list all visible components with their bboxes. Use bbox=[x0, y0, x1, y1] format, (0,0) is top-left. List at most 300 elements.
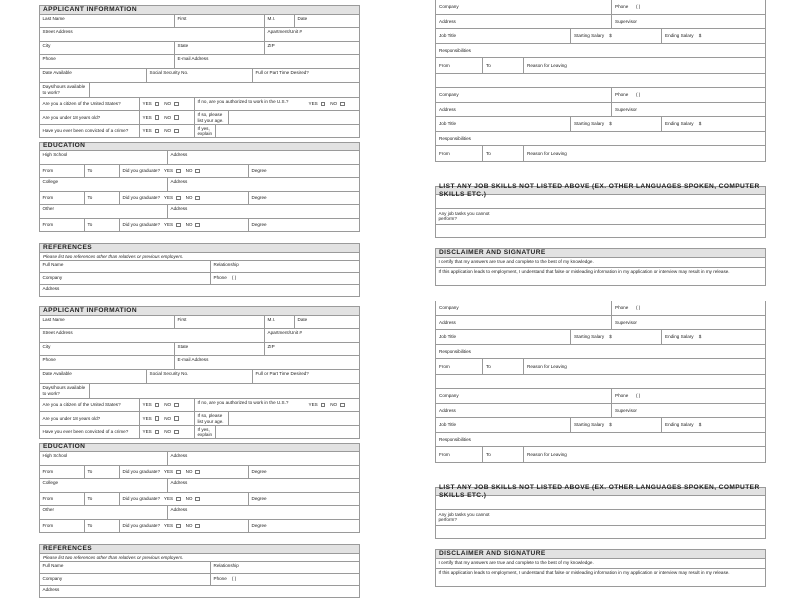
full-part-time-field[interactable] bbox=[253, 69, 359, 83]
apartment-field[interactable] bbox=[265, 329, 359, 342]
phone-field[interactable] bbox=[612, 301, 765, 315]
tasks-question bbox=[436, 209, 496, 224]
reference-company-row bbox=[39, 273, 360, 285]
ending-salary-field[interactable] bbox=[662, 418, 765, 432]
yes-label: YES bbox=[163, 195, 174, 201]
field-label: Job Title bbox=[439, 422, 457, 428]
field-label: Social Security No. bbox=[149, 370, 189, 376]
yes-label: YES bbox=[142, 415, 152, 421]
no-label: NO bbox=[164, 402, 172, 408]
degree-field[interactable] bbox=[248, 493, 359, 506]
field-label: First bbox=[177, 316, 187, 322]
from-field[interactable] bbox=[40, 165, 85, 178]
yes-checkbox[interactable] bbox=[176, 169, 181, 174]
field-label: Street Address bbox=[42, 29, 73, 35]
field-label: Address bbox=[170, 152, 188, 158]
question-label: Have you ever been convicted of a crime? bbox=[42, 128, 129, 134]
authorized-options bbox=[306, 399, 359, 412]
question-label: Are you a citizen of the United States? bbox=[42, 402, 121, 408]
field-label: Responsibilities bbox=[439, 436, 471, 442]
field-label: Relationship bbox=[213, 261, 239, 267]
from-field[interactable] bbox=[436, 359, 483, 374]
ending-salary-field[interactable] bbox=[662, 330, 765, 344]
dollar-sign: $ bbox=[698, 33, 702, 39]
responsibilities-field[interactable] bbox=[436, 132, 765, 146]
school-address-field[interactable] bbox=[168, 506, 359, 519]
to-field[interactable] bbox=[85, 493, 120, 506]
field-label: Address bbox=[170, 453, 188, 459]
degree-field[interactable] bbox=[248, 466, 359, 479]
field-label: First bbox=[177, 15, 187, 21]
field-label: Phone bbox=[42, 357, 56, 363]
field-label: Degree bbox=[251, 195, 267, 201]
field-label: Relationship bbox=[213, 562, 239, 568]
yes-checkbox[interactable] bbox=[155, 115, 160, 120]
name-row bbox=[39, 15, 360, 29]
field-label: Street Address bbox=[42, 330, 73, 336]
availability-row bbox=[39, 69, 360, 84]
field-label: City bbox=[42, 42, 51, 48]
company-field[interactable] bbox=[436, 301, 612, 315]
field-label: Days/hours available to work? bbox=[42, 84, 86, 95]
phone-field[interactable] bbox=[211, 273, 359, 284]
section-title: EDUCATION bbox=[43, 142, 86, 150]
to-field[interactable] bbox=[483, 359, 524, 374]
tasks-field[interactable] bbox=[496, 510, 765, 525]
field-label: Full Name bbox=[42, 261, 64, 267]
yes-label: YES bbox=[142, 402, 152, 408]
under18-row bbox=[39, 111, 360, 125]
days-hours-field[interactable] bbox=[90, 83, 359, 97]
yes-checkbox[interactable] bbox=[155, 102, 160, 107]
phone-field[interactable] bbox=[211, 574, 359, 585]
phone-field[interactable] bbox=[612, 88, 765, 102]
phone-field[interactable] bbox=[40, 356, 175, 369]
to-field[interactable] bbox=[85, 165, 120, 178]
yes-label: YES bbox=[142, 128, 152, 134]
supervisor-field[interactable] bbox=[612, 15, 765, 29]
yes-checkbox[interactable] bbox=[176, 470, 181, 475]
days-hours-label bbox=[40, 83, 90, 97]
citizen-options bbox=[140, 399, 194, 412]
college-field[interactable] bbox=[40, 178, 168, 191]
yes-checkbox[interactable] bbox=[176, 497, 181, 502]
school-dates-row bbox=[39, 165, 360, 179]
to-field[interactable] bbox=[85, 466, 120, 479]
no-checkbox[interactable] bbox=[340, 403, 345, 408]
starting-salary-field[interactable] bbox=[571, 117, 662, 131]
field-label: Responsibilities bbox=[439, 47, 471, 53]
middle-initial-field[interactable] bbox=[265, 15, 295, 28]
question-label: Did you graduate? bbox=[122, 195, 161, 201]
full-name-field[interactable] bbox=[40, 562, 211, 573]
citizen-row bbox=[39, 399, 360, 413]
dollar-sign: $ bbox=[609, 121, 612, 127]
section-title: DISCLAIMER AND SIGNATURE bbox=[439, 249, 546, 257]
authorized-question bbox=[194, 98, 306, 111]
yes-checkbox[interactable] bbox=[176, 223, 181, 228]
address-field[interactable] bbox=[40, 285, 359, 296]
field-label: Job Title bbox=[439, 334, 457, 340]
city-field[interactable] bbox=[40, 42, 175, 55]
degree-field[interactable] bbox=[248, 520, 359, 533]
responsibilities-field[interactable] bbox=[436, 44, 765, 58]
field-label: Address bbox=[439, 18, 456, 24]
from-field[interactable] bbox=[40, 192, 85, 205]
field-label: Date bbox=[297, 15, 308, 21]
supervisor-field[interactable] bbox=[612, 103, 765, 117]
dollar-sign: $ bbox=[609, 33, 612, 39]
last-name-field[interactable] bbox=[40, 316, 175, 329]
no-checkbox[interactable] bbox=[340, 102, 345, 107]
tasks-extra-field[interactable] bbox=[435, 526, 766, 539]
field-label: ZIP bbox=[267, 343, 275, 349]
yes-label: YES bbox=[163, 222, 174, 228]
field-label: From bbox=[42, 168, 54, 174]
to-field[interactable] bbox=[483, 146, 524, 161]
field-label: Supervisor bbox=[615, 18, 637, 24]
employer-block bbox=[435, 88, 766, 162]
tasks-field[interactable] bbox=[496, 209, 765, 224]
reason-for-leaving-field[interactable] bbox=[524, 58, 765, 73]
degree-field[interactable] bbox=[248, 192, 359, 205]
phone-parens: ( ) bbox=[635, 92, 641, 98]
under18-followup bbox=[194, 412, 229, 425]
starting-salary-field[interactable] bbox=[571, 29, 662, 43]
street-address-field[interactable] bbox=[40, 28, 265, 41]
employer-address-row bbox=[436, 15, 765, 30]
explain-field[interactable] bbox=[216, 426, 359, 439]
field-label: M.I. bbox=[267, 316, 276, 322]
question-label: If so, please list your age. bbox=[197, 413, 224, 424]
field-label: Date Available bbox=[42, 370, 72, 376]
question-label: Did you graduate? bbox=[122, 523, 161, 529]
field-label: Address bbox=[170, 206, 188, 212]
graduate-options bbox=[120, 219, 248, 232]
field-label: Date bbox=[297, 316, 308, 322]
date-field[interactable] bbox=[295, 316, 359, 329]
employer-address-row bbox=[436, 103, 765, 118]
other-school-field[interactable] bbox=[40, 205, 168, 218]
yes-label: YES bbox=[163, 496, 174, 502]
supervisor-field[interactable] bbox=[612, 404, 765, 418]
question-label: Are you under 18 years old? bbox=[42, 114, 101, 120]
no-checkbox[interactable] bbox=[195, 524, 200, 529]
field-label: Apartment/Unit # bbox=[267, 29, 302, 35]
graduate-options bbox=[120, 520, 248, 533]
employer-responsibilities-row bbox=[436, 345, 765, 360]
no-label: NO bbox=[185, 222, 193, 228]
full-name-field[interactable] bbox=[40, 261, 211, 272]
phone-field[interactable] bbox=[612, 389, 765, 403]
zip-field[interactable] bbox=[265, 343, 359, 356]
responsibilities-field[interactable] bbox=[436, 433, 765, 447]
reason-for-leaving-field[interactable] bbox=[524, 146, 765, 161]
company-field[interactable] bbox=[40, 273, 211, 284]
field-label: Phone bbox=[615, 393, 629, 399]
no-label: NO bbox=[185, 168, 193, 174]
job-title-field[interactable] bbox=[436, 29, 571, 43]
field-label: Full Name bbox=[42, 562, 64, 568]
authorized-question bbox=[194, 399, 306, 412]
apartment-field[interactable] bbox=[265, 28, 359, 41]
job-title-field[interactable] bbox=[436, 330, 571, 344]
yes-checkbox[interactable] bbox=[321, 102, 326, 107]
state-field[interactable] bbox=[175, 42, 265, 55]
employer-address-row bbox=[436, 316, 765, 331]
state-field[interactable] bbox=[175, 343, 265, 356]
employer-company-row bbox=[436, 301, 765, 316]
name-row bbox=[39, 316, 360, 330]
field-label: Starting Salary bbox=[574, 121, 605, 127]
right-column bbox=[435, 301, 766, 587]
field-label: Address bbox=[170, 480, 188, 486]
ending-salary-field[interactable] bbox=[662, 117, 765, 131]
question-label: If yes, explain bbox=[197, 426, 213, 438]
from-field[interactable] bbox=[40, 493, 85, 506]
field-label: Address bbox=[439, 106, 456, 112]
yes-checkbox[interactable] bbox=[155, 430, 160, 435]
field-label: Phone bbox=[213, 275, 227, 281]
field-label: Reason for Leaving bbox=[527, 364, 567, 370]
to-field[interactable] bbox=[483, 58, 524, 73]
education-section-header bbox=[39, 142, 360, 152]
question-label: Have you ever been convicted of a crime? bbox=[42, 429, 129, 435]
yes-checkbox[interactable] bbox=[321, 403, 326, 408]
field-label: Ending Salary bbox=[665, 334, 694, 340]
supervisor-field[interactable] bbox=[612, 316, 765, 330]
degree-field[interactable] bbox=[248, 219, 359, 232]
note-text: Please list two references other than relatives or previous employers. bbox=[43, 253, 184, 259]
school-dates-row bbox=[39, 520, 360, 534]
no-checkbox[interactable] bbox=[195, 470, 200, 475]
relationship-field[interactable] bbox=[211, 562, 359, 573]
address-field[interactable] bbox=[436, 316, 612, 330]
from-field[interactable] bbox=[40, 520, 85, 533]
graduate-options bbox=[120, 493, 248, 506]
no-label: NO bbox=[164, 128, 172, 134]
full-part-time-field[interactable] bbox=[253, 370, 359, 384]
date-field[interactable] bbox=[295, 15, 359, 28]
disclaimer-line-1 bbox=[435, 559, 766, 569]
no-label: NO bbox=[185, 496, 193, 502]
email-field[interactable] bbox=[175, 356, 359, 369]
to-field[interactable] bbox=[483, 447, 524, 462]
employer-responsibilities-row bbox=[436, 132, 765, 147]
school-address-field[interactable] bbox=[168, 178, 359, 191]
no-checkbox[interactable] bbox=[174, 102, 179, 107]
field-label: From bbox=[439, 63, 450, 69]
employer-company-row bbox=[436, 88, 765, 103]
other-school-row bbox=[39, 205, 360, 219]
no-checkbox[interactable] bbox=[195, 196, 200, 201]
employer-block bbox=[435, 0, 766, 74]
company-field[interactable] bbox=[436, 88, 612, 102]
no-checkbox[interactable] bbox=[174, 129, 179, 134]
under18-question bbox=[40, 111, 140, 124]
section-title: REFERENCES bbox=[43, 243, 93, 251]
company-field[interactable] bbox=[436, 389, 612, 403]
school-address-field[interactable] bbox=[168, 479, 359, 492]
section-title: REFERENCES bbox=[43, 544, 93, 552]
email-field[interactable] bbox=[175, 55, 359, 68]
school-address-field[interactable] bbox=[168, 151, 359, 164]
field-label: To bbox=[87, 222, 93, 228]
job-title-field[interactable] bbox=[436, 418, 571, 432]
high-school-row bbox=[39, 452, 360, 466]
first-name-field[interactable] bbox=[175, 15, 265, 28]
middle-initial-field[interactable] bbox=[265, 316, 295, 329]
starting-salary-field[interactable] bbox=[571, 418, 662, 432]
social-security-field[interactable] bbox=[147, 370, 253, 384]
to-field[interactable] bbox=[85, 520, 120, 533]
starting-salary-field[interactable] bbox=[571, 330, 662, 344]
phone-parens: ( ) bbox=[635, 305, 641, 311]
field-label: Phone bbox=[213, 576, 227, 582]
disclaimer-line-1 bbox=[435, 258, 766, 268]
responsibilities-field[interactable] bbox=[436, 345, 765, 359]
citizen-row bbox=[39, 98, 360, 112]
days-hours-row bbox=[39, 384, 360, 399]
employer-block bbox=[435, 389, 766, 463]
company-field[interactable] bbox=[40, 574, 211, 585]
tasks-row bbox=[435, 510, 766, 526]
no-checkbox[interactable] bbox=[174, 403, 179, 408]
explain-field[interactable] bbox=[216, 125, 359, 138]
dollar-sign: $ bbox=[698, 422, 702, 428]
to-field[interactable] bbox=[85, 192, 120, 205]
field-label: Address bbox=[170, 179, 188, 185]
field-label: To bbox=[87, 168, 93, 174]
school-address-field[interactable] bbox=[168, 452, 359, 465]
phone-field[interactable] bbox=[40, 55, 175, 68]
from-field[interactable] bbox=[40, 219, 85, 232]
city-field[interactable] bbox=[40, 343, 175, 356]
other-school-row bbox=[39, 506, 360, 520]
degree-field[interactable] bbox=[248, 165, 359, 178]
address-field[interactable] bbox=[436, 404, 612, 418]
yes-checkbox[interactable] bbox=[155, 129, 160, 134]
days-hours-field[interactable] bbox=[90, 384, 359, 398]
job-title-field[interactable] bbox=[436, 117, 571, 131]
ending-salary-field[interactable] bbox=[662, 29, 765, 43]
field-label: Supervisor bbox=[615, 106, 637, 112]
field-label: Degree bbox=[251, 222, 267, 228]
question-label: Are you under 18 years old? bbox=[42, 415, 101, 421]
phone-field[interactable] bbox=[612, 0, 765, 14]
field-label: Company bbox=[439, 393, 459, 399]
from-field[interactable] bbox=[436, 447, 483, 462]
from-field[interactable] bbox=[436, 146, 483, 161]
no-checkbox[interactable] bbox=[195, 497, 200, 502]
no-label: NO bbox=[164, 101, 172, 107]
from-field[interactable] bbox=[40, 466, 85, 479]
field-label: Other bbox=[42, 507, 54, 513]
dollar-sign: $ bbox=[609, 334, 612, 340]
convicted-row bbox=[39, 426, 360, 440]
field-label: Phone bbox=[42, 56, 56, 62]
field-label: Ending Salary bbox=[665, 121, 694, 127]
college-row bbox=[39, 479, 360, 493]
high-school-field[interactable] bbox=[40, 452, 168, 465]
spacer-row bbox=[435, 375, 766, 389]
no-checkbox[interactable] bbox=[195, 223, 200, 228]
last-name-field[interactable] bbox=[40, 15, 175, 28]
date-available-field[interactable] bbox=[40, 370, 147, 384]
high-school-field[interactable] bbox=[40, 151, 168, 164]
employer-responsibilities-row bbox=[436, 433, 765, 448]
question-label: Did you graduate? bbox=[122, 496, 161, 502]
reason-for-leaving-field[interactable] bbox=[524, 359, 765, 374]
age-field[interactable] bbox=[229, 111, 359, 124]
school-address-field[interactable] bbox=[168, 205, 359, 218]
college-field[interactable] bbox=[40, 479, 168, 492]
field-label: State bbox=[177, 42, 189, 48]
street-row bbox=[39, 329, 360, 343]
field-label: Reason for Leaving bbox=[527, 151, 567, 156]
question-label: Any job tasks you cannot perform? bbox=[438, 511, 490, 523]
company-field[interactable] bbox=[436, 0, 612, 14]
employer-address-row bbox=[436, 404, 765, 419]
other-school-field[interactable] bbox=[40, 506, 168, 519]
date-available-field[interactable] bbox=[40, 69, 147, 83]
no-checkbox[interactable] bbox=[174, 115, 179, 120]
yes-checkbox[interactable] bbox=[176, 524, 181, 529]
field-label: E-mail Address bbox=[177, 357, 209, 363]
address-field[interactable] bbox=[436, 15, 612, 29]
field-label: Company bbox=[42, 576, 63, 582]
disclaimer-text bbox=[436, 559, 765, 568]
employer-dates-row bbox=[436, 146, 765, 161]
relationship-field[interactable] bbox=[211, 261, 359, 272]
question-label: Any job tasks you cannot perform? bbox=[438, 210, 490, 222]
to-field[interactable] bbox=[85, 219, 120, 232]
yes-checkbox[interactable] bbox=[155, 416, 160, 421]
field-label: Apartment/Unit # bbox=[267, 330, 302, 336]
yes-checkbox[interactable] bbox=[155, 403, 160, 408]
address-field[interactable] bbox=[40, 586, 359, 597]
field-label: High School bbox=[42, 453, 68, 459]
social-security-field[interactable] bbox=[147, 69, 253, 83]
address-field[interactable] bbox=[436, 103, 612, 117]
yes-label: YES bbox=[142, 114, 152, 120]
tasks-extra-field[interactable] bbox=[435, 225, 766, 238]
first-name-field[interactable] bbox=[175, 316, 265, 329]
no-checkbox[interactable] bbox=[195, 169, 200, 174]
under18-row bbox=[39, 412, 360, 426]
contact-row bbox=[39, 55, 360, 69]
tasks-question bbox=[436, 510, 496, 525]
no-label: NO bbox=[164, 114, 172, 120]
field-label: High School bbox=[42, 152, 68, 158]
street-address-field[interactable] bbox=[40, 329, 265, 342]
no-checkbox[interactable] bbox=[174, 430, 179, 435]
zip-field[interactable] bbox=[265, 42, 359, 55]
under18-question bbox=[40, 412, 140, 425]
reason-for-leaving-field[interactable] bbox=[524, 447, 765, 462]
tasks-row bbox=[435, 209, 766, 225]
yes-checkbox[interactable] bbox=[176, 196, 181, 201]
reference-address-row bbox=[39, 285, 360, 297]
field-label: From bbox=[439, 452, 450, 457]
authorized-options bbox=[306, 98, 359, 111]
citizen-question bbox=[40, 399, 140, 412]
from-field[interactable] bbox=[436, 58, 483, 73]
age-field[interactable] bbox=[229, 412, 359, 425]
no-checkbox[interactable] bbox=[174, 416, 179, 421]
field-label: To bbox=[486, 63, 491, 69]
graduate-options bbox=[120, 192, 248, 205]
